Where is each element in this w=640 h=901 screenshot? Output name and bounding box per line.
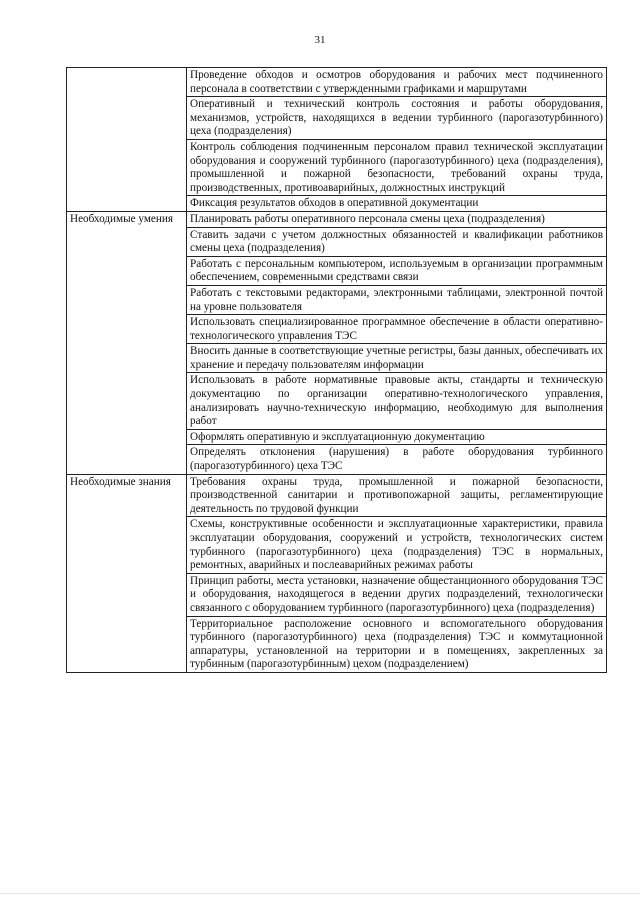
cell-text: Ставить задачи с учетом должностных обязанностей и квалификации работников смены цеха (подразделения) bbox=[187, 227, 607, 256]
cell-text: Принцип работы, места установки, назначение общестанционного оборудования ТЭС и оборудования, находящегося в ведении других подразделений, технологически связанного с оборудованием турбинного (парогазотурбинного) цеха (подразделения) bbox=[187, 573, 607, 616]
row-group-label bbox=[67, 68, 187, 212]
cell-text: Планировать работы оперативного персонала смены цеха (подразделения) bbox=[187, 211, 607, 227]
table-row bbox=[67, 474, 607, 517]
scan-edge-line bbox=[0, 893, 640, 894]
table-row bbox=[67, 211, 607, 227]
cell-text: Оперативный и технический контроль состояния и работы оборудования, механизмов, устройств, находящихся в ведении турбинного (парогазотурбинного) цеха (подразделения) bbox=[187, 97, 607, 140]
cell-text: Работать с текстовыми редакторами, электронными таблицами, электронной почтой на уровне пользователя bbox=[187, 285, 607, 314]
table-body bbox=[67, 68, 607, 673]
cell-text: Схемы, конструктивные особенности и эксплуатационные характеристики, правила эксплуатации оборудования, сооружений и устройств, технологических систем турбинного (парогазотурбинного) цеха (подразделения) ТЭС в нормальных, ремонтных, аварийных и послеаварийных режимах работы bbox=[187, 517, 607, 573]
cell-text: Использовать специализированное программное обеспечение в области оперативно-технологического управления ТЭС bbox=[187, 315, 607, 344]
cell-text: Требования охраны труда, промышленной и пожарной безопасности, производственной санитарии и противопожарной защиты, регламентирующие деятельность по трудовой функции bbox=[187, 474, 607, 517]
table-row bbox=[67, 68, 607, 97]
cell-text: Фиксация результатов обходов в оперативной документации bbox=[187, 196, 607, 212]
cell-text: Работать с персональным компьютером, используемым в организации программным обеспечением, современными средствами связи bbox=[187, 256, 607, 285]
cell-text: Оформлять оперативную и эксплуатационную документацию bbox=[187, 429, 607, 445]
row-group-label: Необходимые знания bbox=[67, 474, 187, 672]
page-number: 31 bbox=[314, 34, 326, 46]
cell-text: Контроль соблюдения подчиненным персоналом правил технической эксплуатации оборудования и сооружений турбинного (парогазотурбинного) цеха (подразделения), промышленной и пожарной безопасности, требований охраны труда, производственных, противоаварийных, должностных инструкций bbox=[187, 139, 607, 195]
labor-function-table bbox=[66, 67, 607, 673]
row-group-label: Необходимые умения bbox=[67, 211, 187, 474]
cell-text: Территориальное расположение основного и вспомогательного оборудования турбинного (парогазотурбинного) цеха (подразделения) ТЭС и коммутационной аппаратуры, установленной на территории и в помещениях, закрепленных за турбинным (парогазотурбинным) цехом (подразделением) bbox=[187, 616, 607, 672]
cell-text: Вносить данные в соответствующие учетные регистры, базы данных, обеспечивать их хранение и передачу пользователям информации bbox=[187, 344, 607, 373]
cell-text: Использовать в работе нормативные правовые акты, стандарты и техническую документацию по организации оперативно-технологического управления, анализировать научно-техническую информацию, необходимую для выполнения работ bbox=[187, 373, 607, 429]
cell-text: Определять отклонения (нарушения) в работе оборудования турбинного (парогазотурбинного) цеха ТЭС bbox=[187, 445, 607, 474]
cell-text: Проведение обходов и осмотров оборудования и рабочих мест подчиненного персонала в соответствии с утвержденными графиками и маршрутами bbox=[187, 68, 607, 97]
